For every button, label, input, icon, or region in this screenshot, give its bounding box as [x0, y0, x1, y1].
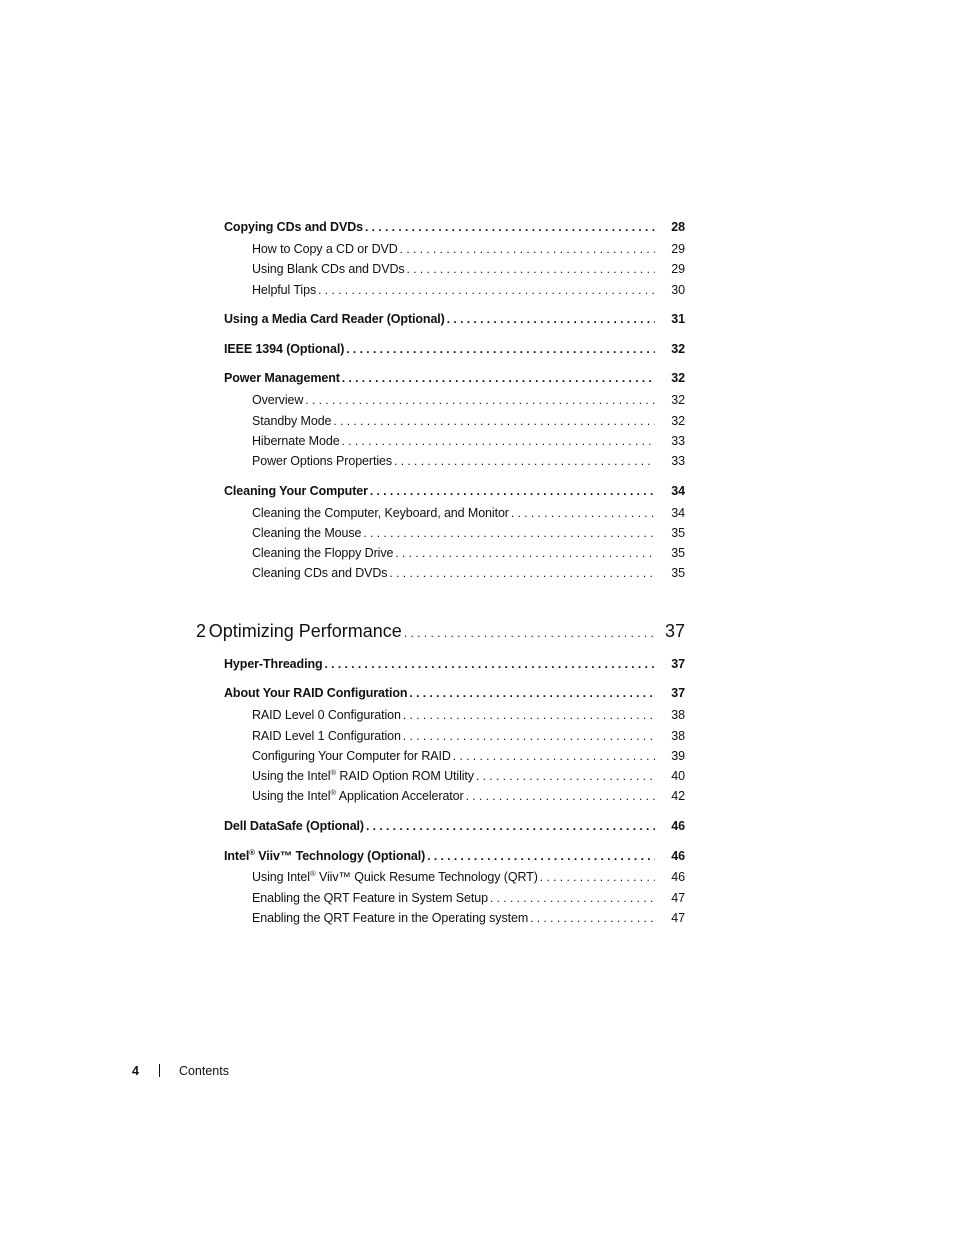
toc-entry[interactable]	[224, 371, 685, 385]
dot-leader	[447, 312, 655, 326]
toc-entry-page: 35	[671, 526, 685, 540]
dot-leader	[389, 566, 655, 580]
dot-leader	[370, 484, 655, 498]
toc-entry-title: Using a Media Card Reader (Optional)	[224, 312, 445, 326]
chapter-number: 2	[196, 621, 207, 641]
toc-subentry[interactable]	[252, 708, 685, 722]
chapter-title: Optimizing Performance	[208, 621, 402, 641]
toc-entry-page: 34	[671, 506, 685, 520]
toc-subentry[interactable]	[252, 242, 685, 256]
toc-entry-page: 46	[671, 819, 685, 833]
toc-entry-page: 31	[671, 312, 685, 326]
toc-entry[interactable]	[224, 849, 685, 863]
toc-entry-title: Cleaning CDs and DVDs	[252, 566, 388, 580]
dot-leader	[394, 454, 655, 468]
page-footer	[132, 1062, 229, 1078]
toc-subentry[interactable]	[252, 414, 685, 428]
toc-entry-title: Helpful Tips	[252, 283, 317, 297]
toc-entry-title: Enabling the QRT Feature in the Operating system	[252, 911, 529, 925]
toc-entry-page: 33	[671, 454, 685, 468]
footer-section-label: Contents	[178, 1064, 229, 1078]
toc-entry-title: Using Intel® Viiv™ Quick Resume Technology (QRT)	[252, 868, 538, 884]
toc-entry-title: RAID Level 1 Configuration	[252, 729, 401, 743]
toc-entry-page: 32	[671, 342, 685, 356]
toc-entry-title: Power Management	[224, 371, 340, 385]
toc-subentry[interactable]	[252, 506, 685, 520]
toc-entry[interactable]	[224, 686, 685, 700]
toc-entry[interactable]	[224, 657, 685, 671]
dot-leader	[466, 789, 655, 803]
toc-subentry[interactable]	[252, 393, 685, 407]
dot-leader	[409, 686, 655, 700]
toc-entry-page: 47	[671, 891, 685, 905]
toc-subentry[interactable]	[252, 891, 685, 905]
dot-leader	[346, 342, 655, 356]
toc-entry-title: Power Options Properties	[252, 454, 393, 468]
toc-entry-page: 32	[671, 414, 685, 428]
toc-entry-page: 32	[671, 393, 685, 407]
toc-entry[interactable]	[224, 819, 685, 833]
toc-entry-page: 38	[671, 729, 685, 743]
toc-entry-title: Dell DataSafe (Optional)	[224, 819, 364, 833]
toc-entry-page: 46	[671, 870, 685, 884]
dot-leader	[325, 657, 655, 671]
toc-entry-title: Cleaning the Floppy Drive	[252, 546, 394, 560]
toc-entry-page: 39	[671, 749, 685, 763]
toc-entry-title: Using the Intel® Application Accelerator	[252, 787, 464, 803]
toc-entry-page: 30	[671, 283, 685, 297]
toc-entry-title: About Your RAID Configuration	[224, 686, 408, 700]
dot-leader	[342, 371, 655, 385]
toc-subentry[interactable]	[252, 283, 685, 297]
toc-entry-page: 35	[671, 566, 685, 580]
toc-subentry[interactable]	[252, 454, 685, 468]
toc-subentry[interactable]	[252, 870, 685, 884]
dot-leader	[427, 849, 655, 863]
toc-entry[interactable]	[224, 484, 685, 498]
toc-subentry[interactable]	[252, 789, 685, 803]
dot-leader	[476, 769, 655, 783]
toc-entry-page: 29	[671, 242, 685, 256]
dot-leader	[318, 283, 655, 297]
toc-entry-title: Cleaning Your Computer	[224, 484, 368, 498]
toc-subentry[interactable]	[252, 729, 685, 743]
toc-entry-page: 32	[671, 371, 685, 385]
toc-entry-page: 40	[671, 769, 685, 783]
toc-entry-title: Overview	[252, 393, 304, 407]
toc-entry-title: RAID Level 0 Configuration	[252, 708, 401, 722]
toc-entry-page: 37	[671, 657, 685, 671]
toc-entry-page: 37	[671, 686, 685, 700]
toc-entry-title: How to Copy a CD or DVD	[252, 242, 398, 256]
dot-leader	[530, 911, 655, 925]
toc-subentry[interactable]	[252, 769, 685, 783]
toc-subentry[interactable]	[252, 526, 685, 540]
toc-entry-title: Cleaning the Mouse	[252, 526, 362, 540]
dot-leader	[490, 891, 655, 905]
toc-entry-title: Configuring Your Computer for RAID	[252, 749, 451, 763]
dot-leader	[395, 546, 655, 560]
dot-leader	[403, 729, 655, 743]
toc-entry-page: 47	[671, 911, 685, 925]
toc-subentry[interactable]	[252, 566, 685, 580]
toc-entry[interactable]	[224, 220, 685, 234]
toc-entry-page: 33	[671, 434, 685, 448]
dot-leader	[404, 626, 657, 640]
toc-entry-page: 29	[671, 262, 685, 276]
dot-leader	[403, 708, 655, 722]
toc-entry-title: Copying CDs and DVDs	[224, 220, 363, 234]
toc-entry-title: IEEE 1394 (Optional)	[224, 342, 345, 356]
toc-entry-title: Enabling the QRT Feature in System Setup	[252, 891, 488, 905]
toc-entry-title: Using Blank CDs and DVDs	[252, 262, 405, 276]
toc-entry[interactable]	[224, 312, 685, 326]
toc-subentry[interactable]	[252, 749, 685, 763]
toc-subentry[interactable]	[252, 911, 685, 925]
toc-entry-page: 34	[671, 484, 685, 498]
dot-leader	[407, 262, 655, 276]
toc-subentry[interactable]	[252, 546, 685, 560]
toc-entry-page: 35	[671, 546, 685, 560]
page-number: 4	[132, 1064, 139, 1078]
toc-subentry[interactable]	[252, 434, 685, 448]
toc-entry-title: Hyper-Threading	[224, 657, 323, 671]
dot-leader	[365, 220, 655, 234]
footer-divider	[159, 1064, 160, 1077]
toc-entry-title: Cleaning the Computer, Keyboard, and Monitor	[252, 506, 509, 520]
dot-leader	[366, 819, 655, 833]
toc-entry-title: Using the Intel® RAID Option ROM Utility	[252, 767, 474, 783]
toc-entry-page: 46	[671, 849, 685, 863]
dot-leader	[363, 526, 655, 540]
dot-leader	[333, 414, 655, 428]
toc-entry-title: Hibernate Mode	[252, 434, 340, 448]
toc-entry-title: Standby Mode	[252, 414, 332, 428]
toc-entry-page: 42	[671, 789, 685, 803]
toc-subentry[interactable]	[252, 262, 685, 276]
dot-leader	[511, 506, 655, 520]
dot-leader	[453, 749, 655, 763]
dot-leader	[305, 393, 655, 407]
dot-leader	[342, 434, 655, 448]
toc-entry-page: 28	[671, 220, 685, 234]
dot-leader	[540, 870, 655, 884]
toc-entry-page: 38	[671, 708, 685, 722]
dot-leader	[400, 242, 655, 256]
toc-entry[interactable]	[224, 342, 685, 356]
chapter-heading[interactable]	[196, 621, 685, 642]
toc-entry-title: Intel® Viiv™ Technology (Optional)	[224, 847, 426, 863]
chapter-page: 37	[664, 621, 685, 641]
